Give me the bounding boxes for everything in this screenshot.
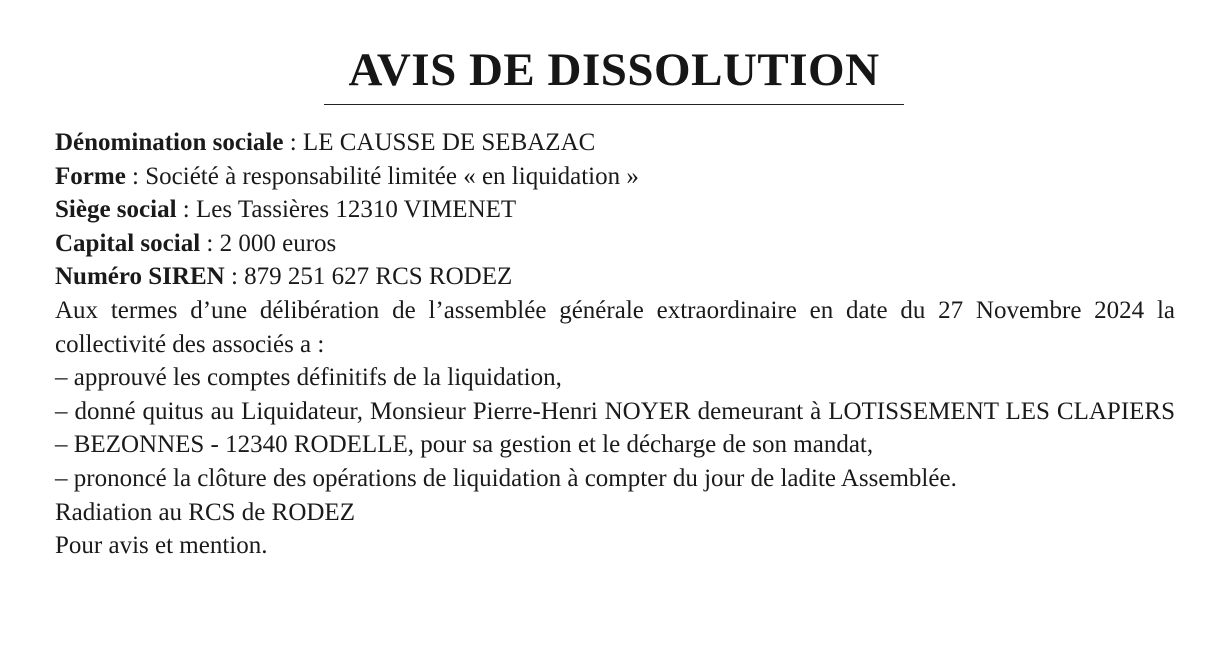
field-label: Dénomination sociale bbox=[55, 129, 284, 156]
deliberation-intro: Aux termes d’une délibération de l’assemblée générale extraordinaire en date du 27 Novembre 2024 la collectivité des associés a : bbox=[55, 296, 1175, 358]
decision-item: – approuvé les comptes définitifs de la liquidation, bbox=[55, 364, 562, 392]
field-separator: : bbox=[283, 129, 303, 156]
decision-item: – prononcé la clôture des opérations de liquidation à compter du jour de ladite Assemblée. bbox=[55, 464, 957, 492]
notice-body bbox=[55, 126, 1175, 563]
field-separator: : bbox=[224, 263, 245, 291]
field-value: LE CAUSSE DE SEBAZAC bbox=[302, 129, 596, 156]
field-value: 879 251 627 RCS RODEZ bbox=[244, 263, 513, 291]
field-value: 2 000 euros bbox=[219, 229, 337, 257]
field-siren bbox=[55, 260, 1175, 294]
field-label: Numéro SIREN bbox=[55, 263, 225, 291]
field-separator: : bbox=[125, 162, 146, 190]
field-value: Les Tassières 12310 VIMENET bbox=[195, 196, 517, 224]
field-separator: : bbox=[200, 229, 220, 257]
field-label: Capital social bbox=[55, 229, 201, 257]
title-underline bbox=[324, 104, 904, 105]
field-forme bbox=[55, 160, 1175, 194]
field-denomination bbox=[55, 126, 1175, 160]
decision-item: – donné quitus au Liquidateur, Monsieur Pierre-Henri NOYER demeurant à LOTISSEMENT LES CLAPIERS – BEZONNES - 12340 RODELLE, pour sa gestion et le décharge de son mandat, bbox=[55, 397, 1175, 459]
field-label: Forme bbox=[55, 162, 126, 190]
field-label: Siège social bbox=[55, 196, 177, 224]
field-capital-social bbox=[55, 227, 1175, 261]
field-siege-social bbox=[55, 193, 1175, 227]
radiation-statement: Radiation au RCS de RODEZ bbox=[55, 498, 355, 526]
closing-statement: Pour avis et mention. bbox=[55, 532, 268, 560]
field-separator: : bbox=[176, 196, 196, 224]
field-value: Société à responsabilité limitée « en liquidation » bbox=[145, 162, 639, 190]
notice-title: AVIS DE DISSOLUTION bbox=[348, 44, 880, 96]
